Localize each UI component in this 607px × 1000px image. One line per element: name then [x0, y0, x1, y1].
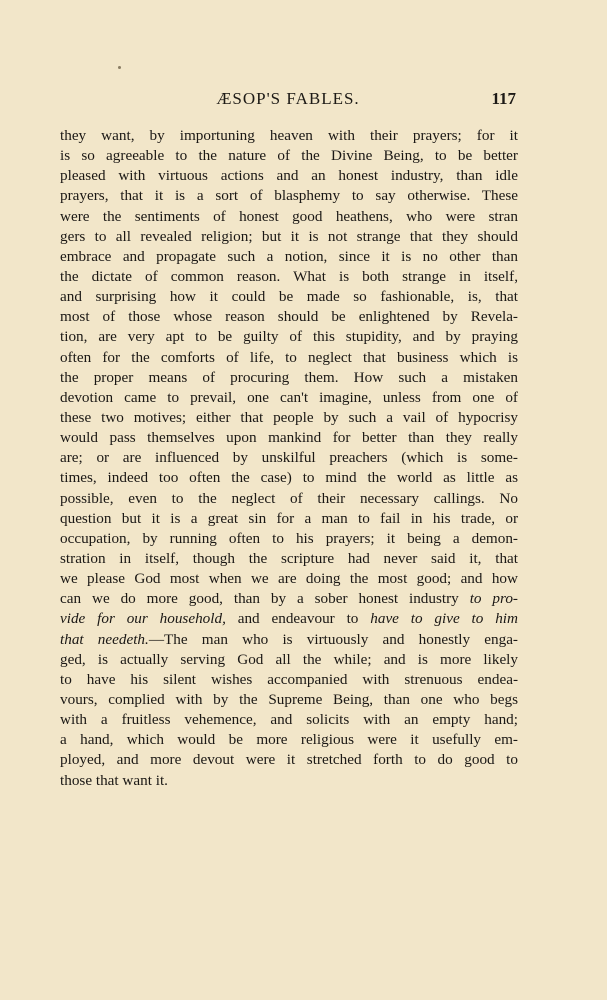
- text-line: to have his silent wishes accompanied with strenuous endea-: [60, 670, 518, 688]
- text-line: the proper means of procuring them. How such a mistaken: [60, 368, 518, 386]
- text-line: ployed, and more devout were it stretched forth to do good to: [60, 751, 518, 769]
- text-line: and surprising how it could be made so fashionable, is, that: [60, 288, 518, 306]
- text-line: embrace and propagate such a notion, since it is no other than: [60, 247, 518, 265]
- text-line: [60, 589, 518, 609]
- text-line: most of those whose reason should be enlightened by Revela-: [60, 308, 518, 326]
- text-line: [60, 609, 518, 629]
- italic-run: vide for our household,: [60, 610, 226, 628]
- text-line: devotion came to prevail, one can't imagine, unless from one of: [60, 388, 518, 406]
- page-number: 117: [491, 89, 516, 108]
- text-line: times, indeed too often the case) to mind the world as little as: [60, 469, 518, 487]
- text-line: a hand, which would be more religious were it usefully em-: [60, 731, 518, 749]
- body-text: [60, 126, 518, 791]
- running-head: [60, 89, 516, 113]
- text-run: can we do more good, than by a sober honest industry: [60, 590, 470, 608]
- italic-run: to pro-: [469, 590, 518, 608]
- text-line: stration in itself, though the scripture had never said it, that: [60, 549, 518, 567]
- text-line: question but it is a great sin for a man to fail in his trade, or: [60, 509, 518, 527]
- text-line: prayers, that it is a sort of blasphemy to say otherwise. These: [60, 187, 518, 205]
- text-line: we please God most when we are doing the most good; and how: [60, 570, 518, 588]
- text-line: these two motives; either that people by such a vail of hypocrisy: [60, 408, 518, 426]
- text-line: they want, by importuning heaven with their prayers; for it: [60, 127, 518, 144]
- text-line: gers to all revealed religion; but it is not strange that they should: [60, 227, 518, 245]
- text-line: occupation, by running often to his prayers; it being a demon-: [60, 529, 518, 547]
- text-line: tion, are very apt to be guilty of this stupidity, and by praying: [60, 328, 518, 346]
- text-line: the dictate of common reason. What is both strange in itself,: [60, 267, 518, 285]
- text-run: and endeavour to: [225, 610, 371, 628]
- italic-run: that needeth.: [60, 630, 149, 648]
- text-line: were the sentiments of honest good heathens, who were stran: [60, 207, 518, 225]
- italic-run: have to give to him: [370, 610, 518, 628]
- text-line: vours, complied with by the Supreme Being, than one who begs: [60, 690, 518, 708]
- text-line: would pass themselves upon mankind for better than they really: [60, 429, 518, 447]
- text-line: are; or are influenced by unskilful preachers (which is some-: [60, 449, 518, 467]
- text-line: is so agreeable to the nature of the Divine Being, to be better: [60, 147, 518, 165]
- text-line: often for the comforts of life, to neglect that business which is: [60, 348, 518, 366]
- text-line: pleased with virtuous actions and an honest industry, than idle: [60, 167, 518, 185]
- text-line: those that want it.: [60, 771, 168, 789]
- text-line: [60, 630, 518, 650]
- ink-speck: [118, 66, 121, 69]
- text-line: with a fruitless vehemence, and solicits with an empty hand;: [60, 711, 518, 729]
- text-line: possible, even to the neglect of their necessary callings. No: [60, 489, 518, 507]
- text-run: —The man who is virtuously and honestly enga-: [148, 630, 518, 648]
- running-title: ÆSOP'S FABLES.: [216, 89, 360, 108]
- text-line: ged, is actually serving God all the while; and is more likely: [60, 650, 518, 668]
